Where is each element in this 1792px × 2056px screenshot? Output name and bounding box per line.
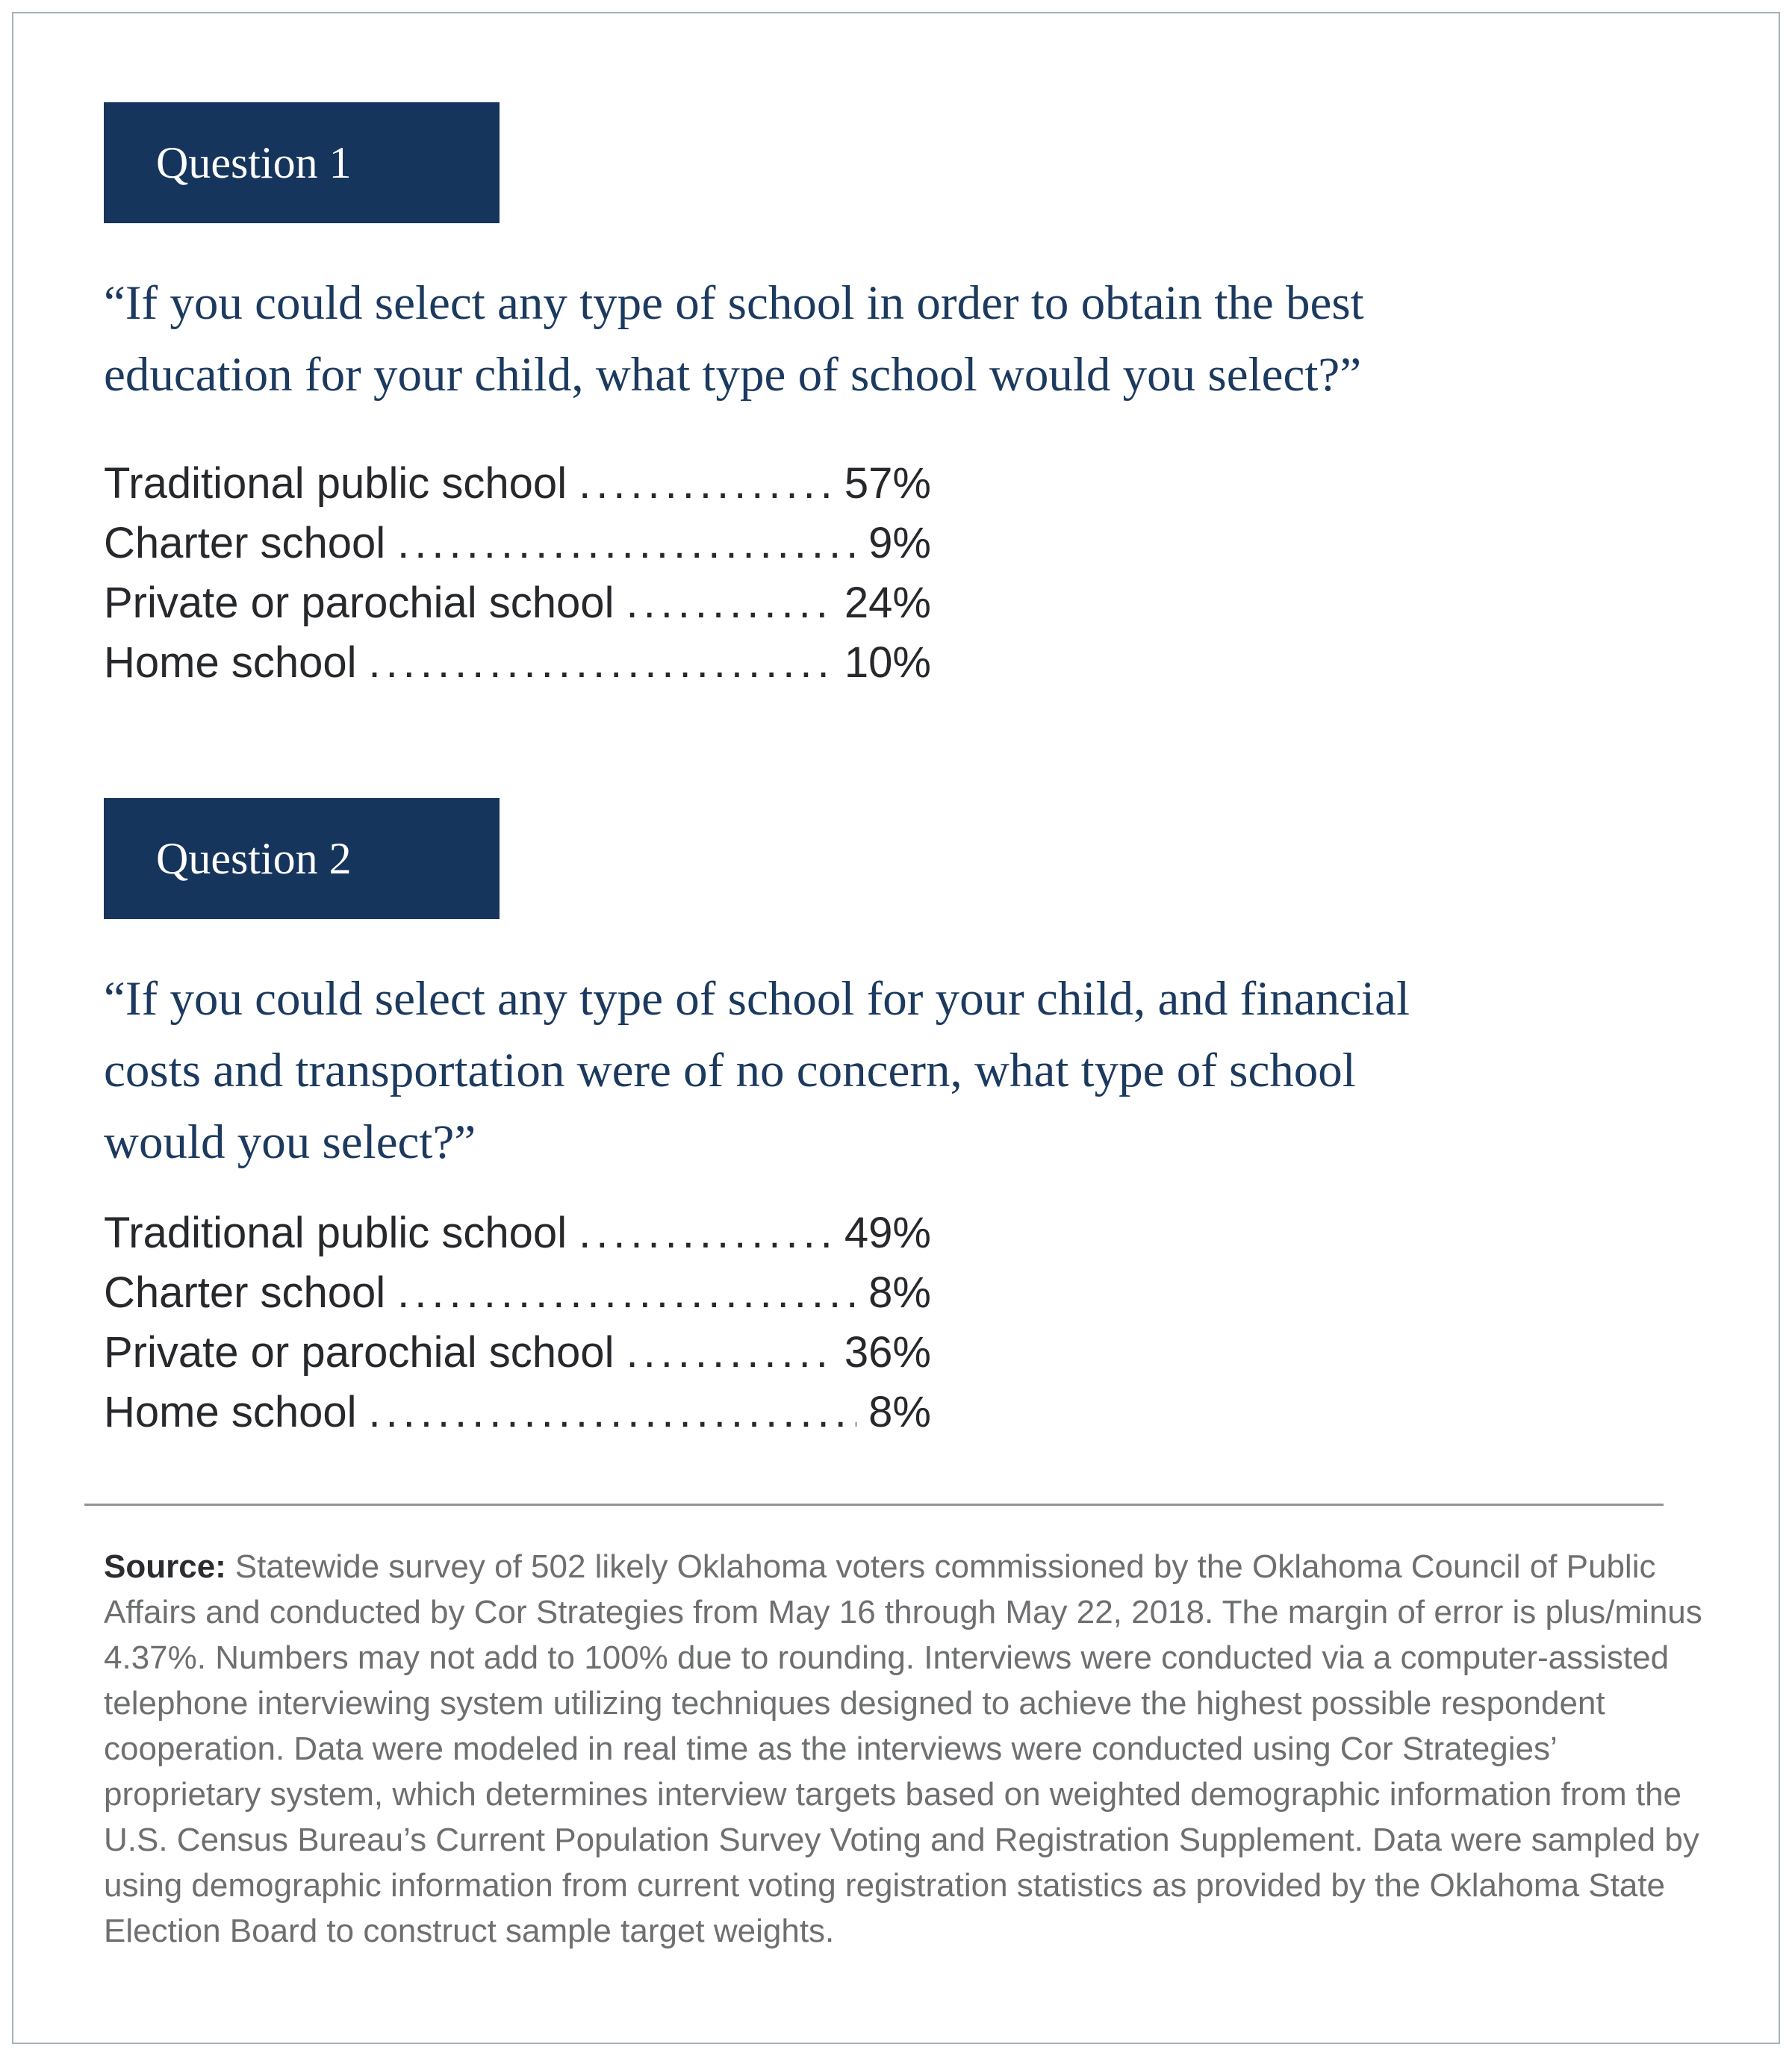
question-2-text (104, 963, 1735, 1178)
dot-leader (368, 633, 832, 693)
question-2-text-line: costs and transportation were of no concern, what type of school (104, 1044, 1356, 1097)
answer-value: 8% (868, 1388, 931, 1436)
question-1-text-line: education for your child, what type of school would you select?” (104, 348, 1362, 402)
source-text: Statewide survey of 502 likely Oklahoma voters commissioned by the Oklahoma Council of Public Affairs and conducted by Cor Strategies from May 16 through May 22, 2018. The margin of error is plus/minus 4.37%. Numbers may not add to 100% due to rounding. Interviews were conducted via a computer-assisted telephone interviewing system utilizing techniques designed to achieve the highest possible respondent cooperation. Data were modeled in real time as the interviews were conducted using Cor Strategies’ proprietary system, which determines interview targets based on weighted demographic information from the U.S. Census Bureau’s Current Population Survey Voting and Registration Supplement. Data were sampled by using demographic information from current voting registration statistics as provided by the Oklahoma State Election Board to construct sample target weights. (104, 1548, 1702, 1949)
question-1-text (104, 267, 1735, 411)
answer-value: 57% (844, 459, 931, 508)
dot-leader (626, 1323, 832, 1383)
answer-row (104, 1323, 931, 1383)
answer-value: 24% (844, 579, 931, 627)
answer-value: 10% (844, 638, 931, 687)
answer-value: 49% (844, 1209, 931, 1257)
answer-row (104, 514, 931, 573)
answer-label: Charter school (104, 1268, 386, 1317)
answer-label: Charter school (104, 519, 386, 567)
question-2-header (104, 798, 500, 919)
source-note (104, 1544, 1705, 1954)
answer-row (104, 1383, 931, 1442)
question-1-text-line: “If you could select any type of school in order to obtain the best (104, 276, 1364, 330)
question-2-text-line: would you select?” (104, 1115, 476, 1169)
question-2-header-label: Question 2 (156, 833, 352, 883)
question-1-answers (104, 454, 931, 693)
dot-leader (579, 1203, 833, 1263)
answer-row (104, 1203, 931, 1263)
answer-label: Traditional public school (104, 459, 567, 508)
question-1-header (104, 102, 500, 223)
answer-value: 36% (844, 1328, 931, 1377)
dot-leader (397, 514, 856, 573)
answer-row (104, 573, 931, 633)
question-2-answers (104, 1203, 931, 1442)
dot-leader (579, 454, 833, 514)
answer-label: Private or parochial school (104, 1328, 615, 1377)
answer-label: Private or parochial school (104, 579, 615, 627)
answer-label: Home school (104, 1388, 357, 1436)
answer-row (104, 633, 931, 693)
dot-leader (368, 1383, 856, 1442)
answer-label: Traditional public school (104, 1209, 567, 1257)
dot-leader (397, 1263, 856, 1323)
answer-value: 9% (868, 519, 931, 567)
answer-row (104, 454, 931, 514)
answer-row (104, 1263, 931, 1323)
section-divider (84, 1504, 1664, 1506)
question-1-header-label: Question 1 (156, 137, 352, 187)
answer-value: 8% (868, 1268, 931, 1317)
question-2-text-line: “If you could select any type of school for your child, and financial (104, 972, 1410, 1026)
answer-label: Home school (104, 638, 357, 687)
dot-leader (626, 573, 832, 633)
source-label: Source: (104, 1548, 226, 1585)
